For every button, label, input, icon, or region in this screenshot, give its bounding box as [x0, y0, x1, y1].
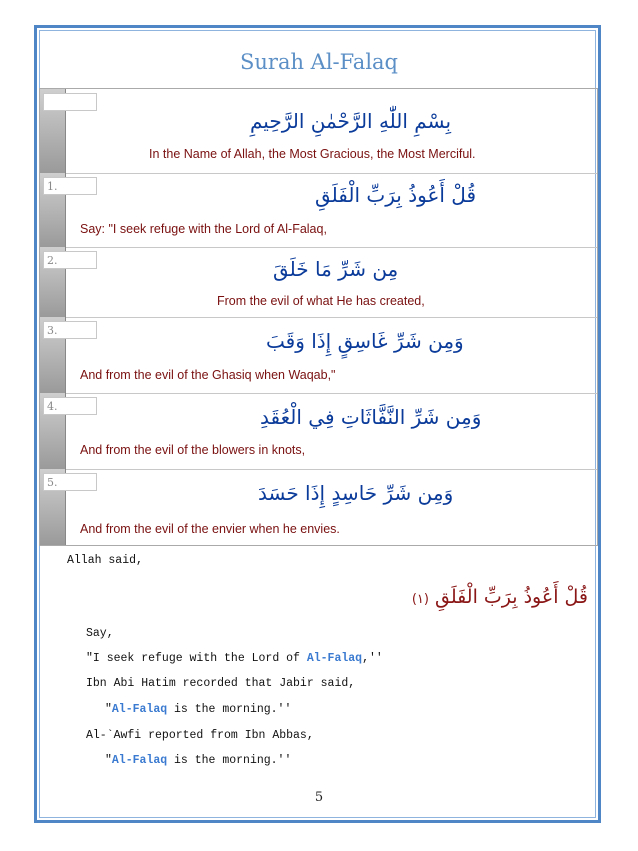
verse-number: 2. [43, 251, 97, 269]
tafsir-morning-1 [105, 703, 291, 716]
tafsir-arabic-verse [412, 586, 588, 608]
tafsir-intro: Allah said, [67, 554, 143, 567]
row-number-box [43, 93, 97, 111]
verse-english: And from the evil of the Ghasiq when Waqab," [80, 368, 336, 382]
tafsir-morning-2 [105, 754, 291, 767]
row-number-cell [40, 247, 66, 317]
row-number-cell [40, 89, 66, 173]
quote-text: "I seek refuge with the Lord of [86, 652, 307, 665]
tafsir-quote [86, 652, 383, 665]
verse-arabic: وَمِن شَرِّ النَّفَّاثَاتِ فِي الْعُقَدِ [260, 405, 482, 429]
morning-text: is the morning.'' [167, 754, 292, 767]
row-number-cell [40, 173, 66, 247]
verse-english: And from the evil of the blowers in knots, [80, 443, 306, 457]
tafsir-say: Say, [86, 627, 114, 640]
quote-end: ,'' [362, 652, 383, 665]
verse-arabic: وَمِن شَرِّ حَاسِدٍ إِذَا حَسَدَ [258, 481, 454, 505]
verse-arabic: مِن شَرِّ مَا خَلَقَ [273, 257, 399, 281]
verse-number: 5. [43, 473, 97, 491]
verse-table [39, 88, 598, 546]
verse-english: From the evil of what He has created, [217, 294, 425, 308]
quote-open: " [105, 754, 112, 767]
page-title: Surah Al-Falaq [240, 50, 398, 74]
verse-row-2 [40, 247, 597, 318]
basmala-row [40, 89, 597, 174]
morning-text: is the morning.'' [167, 703, 292, 716]
keyword-al-falaq: Al-Falaq [111, 703, 168, 716]
verse-row-3 [40, 317, 597, 394]
basmala-english: In the Name of Allah, the Most Gracious, the Most Merciful. [149, 147, 476, 161]
tafsir-ibn-abi-hatim: Ibn Abi Hatim recorded that Jabir said, [86, 677, 356, 690]
tafsir-verse-number: (١) [411, 592, 429, 607]
keyword-al-falaq: Al-Falaq [306, 652, 363, 665]
row-number-cell [40, 393, 66, 469]
verse-row-1 [40, 173, 597, 248]
verse-english: Say: "I seek refuge with the Lord of Al-Falaq, [80, 222, 327, 236]
verse-row-4 [40, 393, 597, 470]
quote-open: " [105, 703, 112, 716]
verse-row-5 [40, 469, 597, 545]
verse-arabic: وَمِن شَرِّ غَاسِقٍ إِذَا وَقَبَ [266, 329, 464, 353]
page-number: 5 [314, 790, 324, 805]
basmala-arabic: بِسْمِ اللّٰهِ الرَّحْمٰنِ الرَّحِيمِ [250, 109, 452, 133]
verse-arabic: قُلْ أَعُوذُ بِرَبِّ الْفَلَقِ [315, 183, 477, 207]
row-number-cell [40, 469, 66, 545]
tafsir-awfi: Al-`Awfi reported from Ibn Abbas, [86, 729, 314, 742]
verse-number: 3. [43, 321, 97, 339]
tafsir-arabic-text: قُلْ أَعُوذُ بِرَبِّ الْفَلَقِ [435, 586, 588, 608]
verse-english: And from the evil of the envier when he envies. [80, 522, 340, 536]
keyword-al-falaq: Al-Falaq [111, 754, 168, 767]
row-number-cell [40, 317, 66, 393]
verse-number: 1. [43, 177, 97, 195]
verse-number: 4. [43, 397, 97, 415]
